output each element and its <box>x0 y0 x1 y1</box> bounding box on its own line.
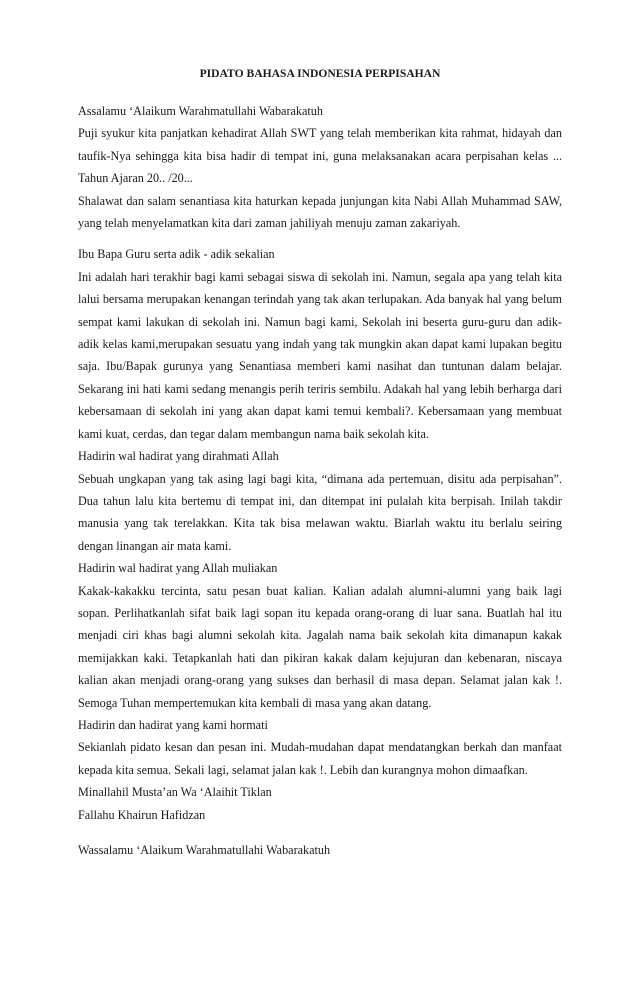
address-audience-2: Hadirin wal hadirat yang Allah muliakan <box>78 561 278 576</box>
last-day-paragraph: Ini adalah hari terakhir bagi kami sebagai siswa di sekolah ini. Namun, segala apa yang telah kita lalui bersama merupakan kenangan terindah yang tak akan terlupakan. Ada banyak hal yang belum sempat kami lakukan di sekolah ini. Namun bagi kami, Sekolah ini beserta guru-guru dan adik-adik kelas kami,merupakan sesuatu yang indah yang tak mungkin akan dapat kami lupakan begitu saja. Ibu/Bapak gurunya yang Senantiasa memberi kami nasihat dan tuntunan dalam belajar. Sekarang ini hati kami sedang menangis perih teriris sembilu. Adakah hal yang lebih berharga dari kebersamaan di sekolah ini yang akan dapat kami temui kembali?. Kebersamaan yang membuat kami kuat, cerdas, dan tegar dalam membangun nama baik sekolah kita. <box>78 269 562 441</box>
closing-phrase-2: Fallahu Khairun Hafidzan <box>78 807 206 822</box>
closing-greeting: Wassalamu ‘Alaikum Warahmatullahi Wabarakatuh <box>78 843 331 857</box>
document-title: PIDATO BAHASA INDONESIA PERPISAHAN <box>199 67 441 80</box>
address-audience-3: Hadirin dan hadirat yang kami hormati <box>78 717 268 732</box>
shalawat-paragraph: Shalawat dan salam senantiasa kita haturkan kepada junjungan kita Nabi Allah Muhammad SAW, yang telah menyelamatkan kita dari zaman jahiliyah menuju zaman zakariyah. <box>78 193 562 231</box>
document-page <box>78 66 562 861</box>
farewell-saying-paragraph: Sebuah ungkapan yang tak asing lagi bagi kita, “dimana ada pertemuan, disitu ada perpisahan”. Dua tahun lalu kita bertemu di tempat ini, dan ditempat ini pulalah kita berpisah. Inilah takdir manusia yang tak terelakkan. Kita tak bisa melawan waktu. Biarlah waktu itu berlalu seiring dengan linangan air mata kami. <box>78 471 562 553</box>
closing-phrase-1: Minallahil Musta’an Wa ‘Alaihit Tiklan <box>78 785 272 800</box>
gratitude-paragraph: Puji syukur kita panjatkan kehadirat Allah SWT yang telah memberikan kita rahmat, hidayah dan taufik-Nya sehingga kita bisa hadir di tempat ini, guna melaksanakan acara perpisahan kelas ... Tahun Ajaran 20.. /20... <box>78 126 562 186</box>
opening-greeting: Assalamu ‘Alaikum Warahmatullahi Wabarakatuh <box>78 104 323 118</box>
address-audience-1: Hadirin wal hadirat yang dirahmati Allah <box>78 449 279 464</box>
closing-paragraph: Sekianlah pidato kesan dan pesan ini. Mudah-mudahan dapat mendatangkan berkah dan manfaat kepada kita semua. Sekali lagi, selamat jalan kak !. Lebih dan kurangnya mohon dimaafkan. <box>78 740 562 777</box>
message-to-seniors-paragraph: Kakak-kakakku tercinta, satu pesan buat kalian. Kalian adalah alumni-alumni yang baik lagi sopan. Perlihatkanlah sifat baik lagi sopan itu kepada orang-orang di luar sana. Buatlah hal itu menjadi ciri khas bagi alumni sekolah kita. Jagalah nama baik sekolah kita dimanapun kakak memijakkan kaki. Tetapkanlah hati dan pikiran kakak dalam kejujuran dan kebenaran, niscaya kalian akan menjadi orang-orang yang sukses dan berhasil di masa depan. Selamat jalan kak !. Semoga Tuhan mempertemukan kita kembali di masa yang akan datang. <box>78 583 562 710</box>
address-teachers: Ibu Bapa Guru serta adik - adik sekalian <box>78 247 275 262</box>
